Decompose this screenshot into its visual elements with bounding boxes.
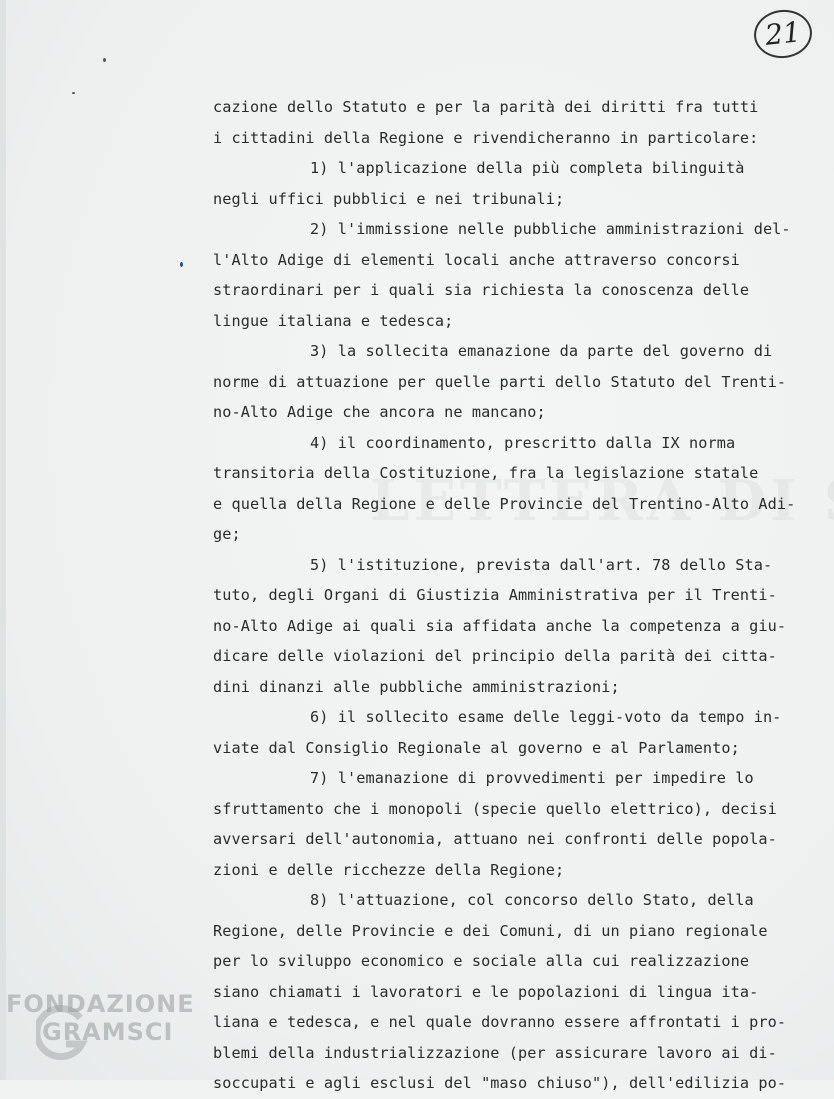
ink-speck <box>72 92 75 94</box>
text-line: siano chiamati i lavoratori e le popolazioni di lingua ita- <box>213 982 759 1001</box>
text-line: tuto, degli Organi di Giustizia Amministrativa per il Trenti- <box>213 586 777 604</box>
list-item-7-line: 7) l'emanazione di provvedimenti per impedire lo <box>310 769 754 787</box>
text-line: no-Alto Adige ai quali sia affidata anche la competenza a giu- <box>213 616 787 635</box>
page-edge <box>0 0 6 1080</box>
ink-speck <box>180 262 183 267</box>
page-number: 21 <box>752 7 815 61</box>
list-item-4-line: 4) il coordinamento, prescritto dalla IX norma <box>310 433 736 452</box>
text-line: per lo sviluppo economico e sociale alla cui realizzazione <box>213 952 750 970</box>
fondazione-gramsci-watermark <box>6 990 206 1070</box>
text-line: i cittadini della Regione e rivendicheranno in particolare: <box>213 128 759 147</box>
list-item-5-line: 5) l'istituzione, prevista dall'art. 78 dello Sta- <box>310 555 773 574</box>
text-line: dicare delle violazioni del principio della parità dei citta- <box>213 647 777 665</box>
text-line: l'Alto Adige di elementi locali anche attraverso concorsi <box>213 250 740 269</box>
text-line: soccupati e agli esclusi del "maso chiuso"), dell'edilizia po- <box>213 1074 787 1092</box>
text-line: viate dal Consiglio Regionale al governo e al Parlamento; <box>213 738 740 757</box>
ink-speck <box>103 58 106 62</box>
text-line: transitoria della Costituzione, fra la legislazione statale <box>213 464 759 482</box>
text-line: liana e tedesca, e nel quale dovranno essere affrontati i pro- <box>213 1013 787 1031</box>
text-line: ge; <box>213 525 241 543</box>
text-line: negli uffici pubblici e nei tribunali; <box>213 189 565 208</box>
text-line: blemi della industrializzazione (per assicurare lavoro ai di- <box>213 1043 777 1062</box>
typewritten-text <box>213 92 813 1099</box>
list-item-1-line: 1) l'applicazione della più completa bilinguità <box>310 159 745 177</box>
watermark-line-2: GRAMSCI <box>42 1018 174 1046</box>
text-line: straordinari per i quali sia richiesta la conoscenza delle <box>213 281 750 299</box>
text-line: e quella della Regione e delle Provincie del Trentino-Alto Adi- <box>213 494 796 513</box>
list-item-2-line: 2) l'immissione nelle pubbliche amministrazioni del- <box>310 220 791 238</box>
list-item-3-line: 3) la sollecita emanazione da parte del governo di <box>310 342 773 360</box>
text-line: Regione, delle Provincie e dei Comuni, di un piano regionale <box>213 921 768 940</box>
text-line: norme di attuazione per quelle parti dello Statuto del Trenti- <box>213 372 787 391</box>
list-item-6-line: 6) il sollecito esame delle leggi-voto da tempo in- <box>310 708 782 726</box>
list-item-8-line: 8) l'attuazione, col concorso dello Stato, della <box>310 891 754 909</box>
text-line: lingue italiana e tedesca; <box>213 311 454 330</box>
text-line: avversari dell'autonomia, attuano nei confronti delle popola- <box>213 830 777 848</box>
text-line: zioni e delle ricchezze della Regione; <box>213 860 565 879</box>
text-line: cazione dello Statuto e per la parità dei diritti fra tutti <box>213 98 759 116</box>
text-line: dini dinanzi alle pubbliche amministrazioni; <box>213 677 620 696</box>
text-line: no-Alto Adige che ancora ne mancano; <box>213 403 546 421</box>
text-line: sfruttamento che i monopoli (specie quello elettrico), decisi <box>213 799 777 818</box>
watermark-line-1: FONDAZIONE <box>6 990 195 1018</box>
